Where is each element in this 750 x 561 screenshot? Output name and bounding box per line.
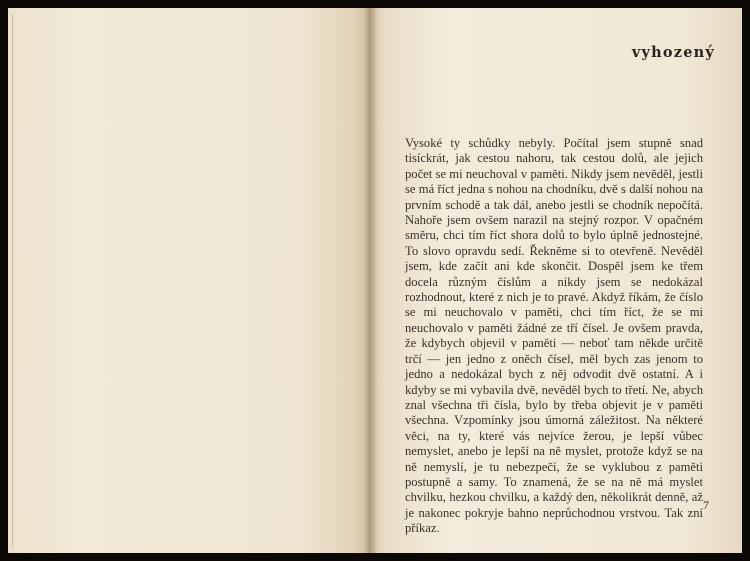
- left-page-blank: [8, 8, 370, 553]
- book-spine: [364, 8, 378, 553]
- page-number: 7: [703, 498, 709, 512]
- chapter-heading: vyhozený: [631, 44, 715, 61]
- right-page: [370, 8, 742, 553]
- open-book: [8, 8, 742, 553]
- body-paragraph: Vysoké ty schůdky nebyly. Počítal jsem stupně snad tisíckrát, jak cestou nahoru, tak cestou dolů, ale jejich počet se mi neuchoval v paměti. Nikdy jsem nevěděl, jestli se má říct jedna s nohou na chodníku, dvě s další nohou na prvním schodě a tak dál, anebo jestli se chodník nepočítá. Nahoře jsem ovšem narazil na stejný rozpor. V opačném směru, chci tím říct shora dolů to bylo úplně jednostejné. To slovo opravdu sedí. Řekněme si to otevřeně. Nevěděl jsem, kde začít ani kde skončit. Dospěl jsem ke třem docela různým číslům a nikdy jsem se nedokázal rozhodnout, které z nich je to pravé. Akdyž říkám, že číslo se mi neuchovalo v paměti, chci tím říct, že se mi neuchovalo v paměti žádné ze tří čísel. Je ovšem pravda, že kdybych objevil v paměti — neboť tam někde určitě trčí — jen jedno z oněch čísel, měl bych zas jenom to jedno a nedokázal bych z něj odvodit dvě ostatní. A i kdyby se mi vybavila dvě, nevěděl bych to třetí. Ne, abych znal všechna tři čísla, bylo by třeba objevit je v paměti všechna. Vzpomínky jsou úmorná záležitost. Na některé věci, na ty, které vás nejvíce žerou, je lepší vůbec nemyslet, anebo je lepší na ně myslet, protože když se na ně nemyslí, je tu nebezpečí, že se vyklubou z paměti postupně a samy. To znamená, že se na ně má myslet chvilku, hezkou chvilku, a každý den, několikrát denně, až je nakonec pokryje bahno neprůchodnou vrstvou. Tak zní příkaz.: [405, 136, 703, 536]
